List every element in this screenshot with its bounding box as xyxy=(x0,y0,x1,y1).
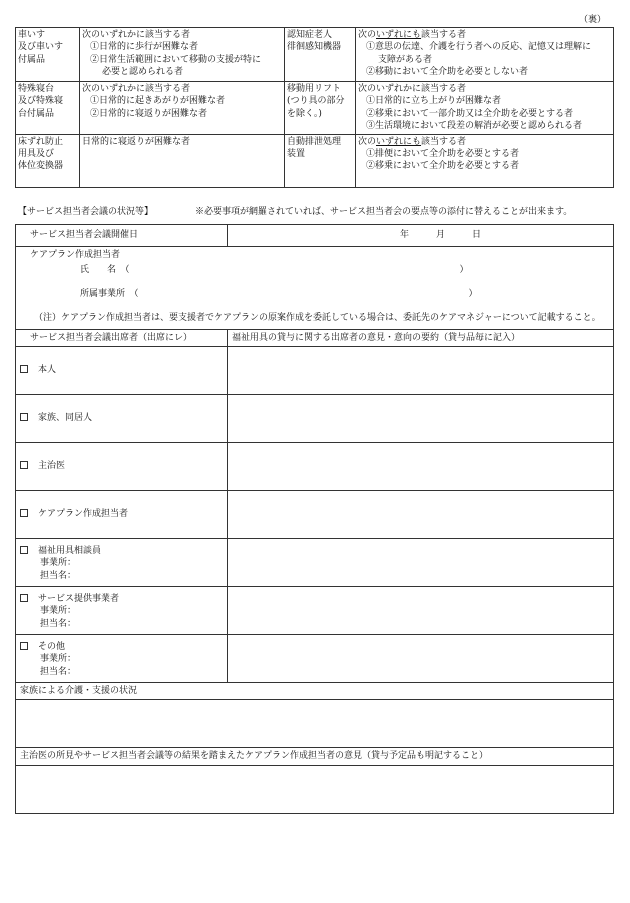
opinion-cell[interactable] xyxy=(228,395,614,443)
table-row xyxy=(16,635,614,683)
table-row xyxy=(16,765,614,813)
table-row xyxy=(16,700,614,748)
equipment-criteria-table xyxy=(15,27,614,188)
attendee-service-provider[interactable]: サービス提供事業者 事業所： 担当名： xyxy=(16,587,228,635)
opinion-cell[interactable] xyxy=(228,443,614,491)
opinion-cell[interactable] xyxy=(228,491,614,539)
table-row xyxy=(16,225,614,247)
family-support-label: 家族による介護・支援の状況 xyxy=(16,683,614,700)
condition-cell: 次のいずれかに該当する者 ①日常的に歩行が困難な者 ②日常生活範囲において移動の支援が特に 必要と認められる者 xyxy=(80,28,285,82)
family-support-field[interactable] xyxy=(16,700,614,748)
attendees-header: サービス担当者会議出席者（出席にレ） xyxy=(16,329,228,346)
equipment-item-cell: 床ずれ防止 用具及び 体位変換器 xyxy=(16,134,80,187)
attendee-physician[interactable]: 主治医 xyxy=(16,443,228,491)
page-side-mark: （裏） xyxy=(578,15,606,25)
checkbox-icon[interactable] xyxy=(20,413,28,421)
care-manager-block xyxy=(16,247,614,330)
attendee-self[interactable]: 本人 xyxy=(16,347,228,395)
condition-cell: 日常的に寝返りが困難な者 xyxy=(80,134,285,187)
checkbox-icon[interactable] xyxy=(20,365,28,373)
care-manager-note: （注）ケアプラン作成担当者は、要支援者でケアプランの原案作成を委託している場合は、委託先のケアマネジャーについて記載すること。 xyxy=(34,313,601,324)
condition-cell: 次のいずれにも該当する者 ①意思の伝達、介護を行う者への反応、記憶又は理解に 支障がある者 ②移動において全介助を必要としない者 xyxy=(356,28,614,82)
table-row xyxy=(16,748,614,765)
care-manager-opinion-label: 主治医の所見やサービス担当者会議等の結果を踏まえたケアプラン作成担当者の意見（貸与予定品も明記すること） xyxy=(16,748,614,765)
checkbox-icon[interactable] xyxy=(20,461,28,469)
care-manager-opinion-field[interactable] xyxy=(16,765,614,813)
opinion-cell[interactable] xyxy=(228,635,614,683)
table-row xyxy=(16,28,614,82)
checkbox-icon[interactable] xyxy=(20,594,28,602)
table-row xyxy=(16,683,614,700)
section-heading xyxy=(18,206,618,218)
care-manager-name-field[interactable]: 氏 名 （ ） xyxy=(80,265,469,276)
equipment-item-cell: 認知症老人 徘徊感知機器 xyxy=(285,28,356,82)
table-row xyxy=(16,347,614,395)
table-row xyxy=(16,491,614,539)
attendee-other[interactable]: その他 事業所： 担当名： xyxy=(16,635,228,683)
equipment-item-cell: 移動用リフト (つり具の部分 を除く。) xyxy=(285,82,356,135)
table-row xyxy=(16,82,614,135)
table-row xyxy=(16,539,614,587)
attendee-equipment-consultant[interactable]: 福祉用具相談員 事業所： 担当名： xyxy=(16,539,228,587)
condition-cell: 次のいずれかに該当する者 ①日常的に立ち上がりが困難な者 ②移乗において一部介助又は全介助を必要とする者 ③生活環境において段差の解消が必要と認められる者 xyxy=(356,82,614,135)
section-title: 【サービス担当者会議の状況等】 xyxy=(18,207,154,217)
checkbox-icon[interactable] xyxy=(20,642,28,650)
equipment-item-cell: 自動排泄処理 装置 xyxy=(285,134,356,187)
opinion-cell[interactable] xyxy=(228,539,614,587)
care-manager-office-field[interactable]: 所属事業所 （ ） xyxy=(80,288,478,299)
opinions-header: 福祉用具の貸与に関する出席者の意見・意向の要約（貸与品毎に記入） xyxy=(228,329,614,346)
table-row xyxy=(16,329,614,346)
attendee-care-manager[interactable]: ケアプラン作成担当者 xyxy=(16,491,228,539)
meeting-date-field[interactable]: 年 月 日 xyxy=(228,225,614,247)
opinion-cell[interactable] xyxy=(228,587,614,635)
meeting-date-label: サービス担当者会議開催日 xyxy=(16,225,228,247)
table-row xyxy=(16,395,614,443)
condition-cell: 次のいずれかに該当する者 ①日常的に起きあがりが困難な者 ②日常的に寝返りが困難な者 xyxy=(80,82,285,135)
table-row xyxy=(16,443,614,491)
checkbox-icon[interactable] xyxy=(20,509,28,517)
meeting-table xyxy=(15,224,614,814)
table-row xyxy=(16,587,614,635)
care-manager-label: ケアプラン作成担当者 xyxy=(30,250,121,260)
condition-cell: 次のいずれにも該当する者 ①排便において全介助を必要とする者 ②移乗において全介助を必要とする者 xyxy=(356,134,614,187)
checkbox-icon[interactable] xyxy=(20,546,28,554)
opinion-cell[interactable] xyxy=(228,347,614,395)
equipment-item-cell: 車いす 及び車いす 付属品 xyxy=(16,28,80,82)
section-note: ※必要事項が網羅されていれば、サービス担当者会の要点等の添付に替えることが出来ます。 xyxy=(195,207,573,217)
attendee-family[interactable]: 家族、同居人 xyxy=(16,395,228,443)
table-row xyxy=(16,247,614,330)
table-row xyxy=(16,134,614,187)
equipment-item-cell: 特殊寝台 及び特殊寝 台付属品 xyxy=(16,82,80,135)
